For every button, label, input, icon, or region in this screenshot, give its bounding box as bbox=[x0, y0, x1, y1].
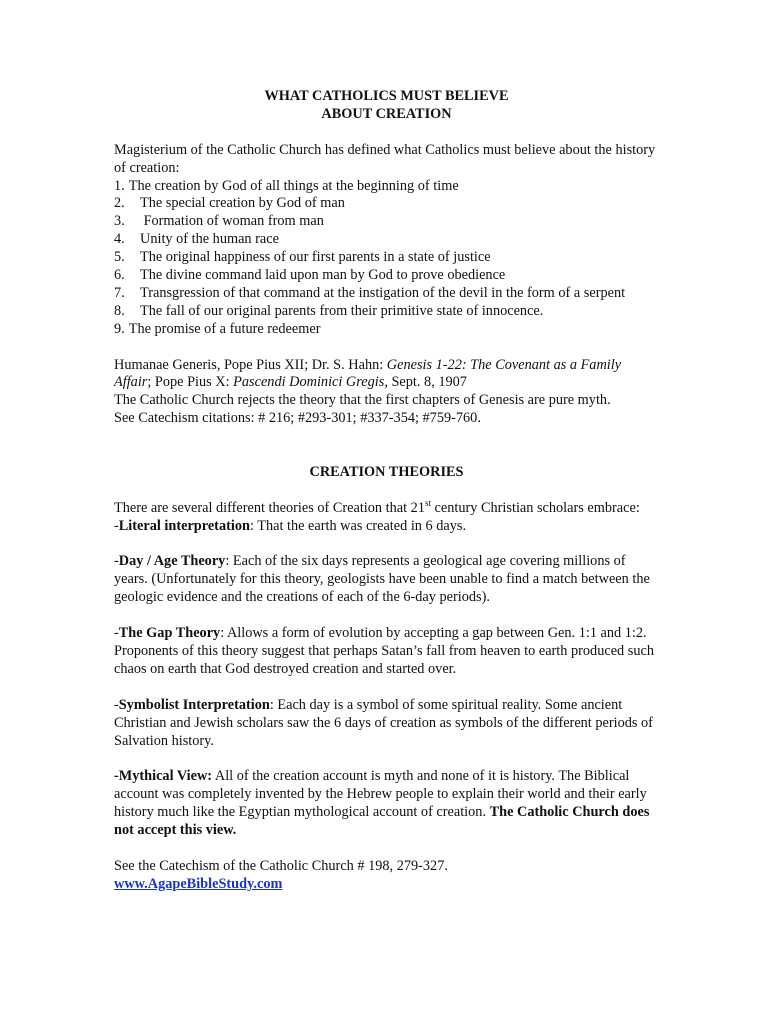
rejection-statement: The Catholic Church rejects the theory that the first chapters of Genesis are pure myth. bbox=[114, 392, 611, 409]
theory-text: All of the creation account is myth and none of it is history. The Biblical account was completely invented by the Hebrew people to explain their world and their early history much like the Egyptian mythological account of creation. bbox=[114, 768, 647, 821]
theory-day-age bbox=[114, 553, 659, 607]
list-text: Formation of woman from man bbox=[140, 213, 324, 230]
list-item bbox=[114, 303, 659, 321]
list-text: The original happiness of our first parents in a state of justice bbox=[140, 249, 491, 266]
list-number: 1. bbox=[114, 177, 125, 194]
list-number: 8. bbox=[114, 302, 125, 319]
list-item bbox=[114, 285, 659, 303]
list-item bbox=[114, 267, 659, 285]
theory-name: Symbolist Interpretation bbox=[118, 696, 270, 713]
theory-prefix: - bbox=[114, 517, 119, 534]
list-number: 4. bbox=[114, 231, 125, 248]
page-title bbox=[114, 88, 659, 124]
catechism-reference: See the Catechism of the Catholic Church # 198, 279-327. bbox=[114, 857, 448, 874]
document-page bbox=[114, 88, 659, 894]
sources-text: Humanae Generis, Pope Pius XII; Dr. S. Hahn: bbox=[114, 356, 387, 373]
theory-text: : That the earth was created in 6 days. bbox=[249, 517, 467, 534]
theories-intro bbox=[114, 500, 659, 518]
theory-symbolist bbox=[114, 697, 659, 751]
theory-prefix: - bbox=[114, 553, 119, 570]
list-item bbox=[114, 321, 659, 339]
list-text: Unity of the human race bbox=[140, 231, 279, 248]
catechism-citations: See Catechism citations: # 216; #293-301; #337-354; #759-760. bbox=[114, 410, 481, 427]
list-text: The fall of our original parents from their primitive state of innocence. bbox=[140, 302, 544, 319]
intro-text: There are several different theories of Creation that 21 bbox=[114, 499, 425, 516]
theory-mythical bbox=[114, 768, 659, 840]
list-number: 6. bbox=[114, 267, 125, 284]
title-line-2: ABOUT CREATION bbox=[321, 105, 452, 122]
sources-date: Sept. 8, 1907 bbox=[387, 374, 467, 391]
list-text: The promise of a future redeemer bbox=[128, 320, 321, 337]
website-link[interactable]: www.AgapeBibleStudy.com bbox=[114, 875, 283, 892]
list-text: The special creation by God of man bbox=[140, 195, 345, 212]
theory-name: Literal interpretation bbox=[118, 517, 250, 534]
theory-prefix: - bbox=[114, 625, 119, 642]
list-text: Transgression of that command at the instigation of the devil in the form of a serpent bbox=[140, 284, 626, 301]
list-item bbox=[114, 213, 659, 231]
title-line-1: WHAT CATHOLICS MUST BELIEVE bbox=[264, 88, 509, 104]
list-number: 3. bbox=[114, 213, 125, 230]
sources-text: ; Pope Pius X: bbox=[147, 374, 234, 391]
list-number: 9. bbox=[114, 320, 125, 337]
book-title: Genesis 1-22: The Covenant as a Family Affair bbox=[114, 356, 622, 391]
list-number: 7. bbox=[114, 284, 125, 301]
book-title: Pascendi Dominici Gregis, bbox=[233, 374, 388, 391]
theory-text: : Allows a form of evolution by accepting a gap between Gen. 1:1 and 1:2. Proponents of this theory suggest that perhaps Satan’s fall from heaven to earth produced such chaos on earth that God destroyed creation and started over. bbox=[114, 625, 654, 677]
website-link-line bbox=[114, 876, 659, 894]
list-text: The divine command laid upon man by God to prove obedience bbox=[140, 267, 506, 284]
theory-text: : Each of the six days represents a geological age covering millions of years. (Unfortunately for this theory, geologists have been unable to find a match between the geologic evidence and the creations of each of the 6-day periods). bbox=[114, 553, 650, 606]
sources-paragraph bbox=[114, 357, 659, 393]
list-item bbox=[114, 231, 659, 249]
theory-name: The Gap Theory bbox=[118, 625, 221, 642]
list-item bbox=[114, 195, 659, 213]
ordinal-suffix: st bbox=[424, 498, 431, 508]
list-item bbox=[114, 178, 659, 196]
theory-name: -Mythical View: bbox=[114, 768, 213, 785]
beliefs-list bbox=[114, 178, 659, 339]
theory-gap bbox=[114, 625, 659, 679]
list-number: 5. bbox=[114, 249, 125, 266]
list-text: The creation by God of all things at the beginning of time bbox=[128, 177, 459, 194]
list-number: 2. bbox=[114, 195, 125, 212]
theory-prefix: - bbox=[114, 696, 119, 713]
intro-text: century Christian scholars embrace: bbox=[430, 499, 640, 516]
theory-name: Day / Age Theory bbox=[118, 553, 226, 570]
theory-text: : Each day is a symbol of some spiritual reality. Some ancient Christian and Jewish scholars saw the 6 days of creation as symbols of the different periods of Salvation history. bbox=[114, 696, 653, 749]
intro-paragraph: Magisterium of the Catholic Church has defined what Catholics must believe about the history of creation: bbox=[114, 141, 656, 176]
church-position: The Catholic Church does not accept this view. bbox=[114, 804, 650, 839]
section-heading: CREATION THEORIES bbox=[309, 463, 464, 480]
list-item bbox=[114, 249, 659, 267]
theory-literal bbox=[114, 518, 659, 536]
